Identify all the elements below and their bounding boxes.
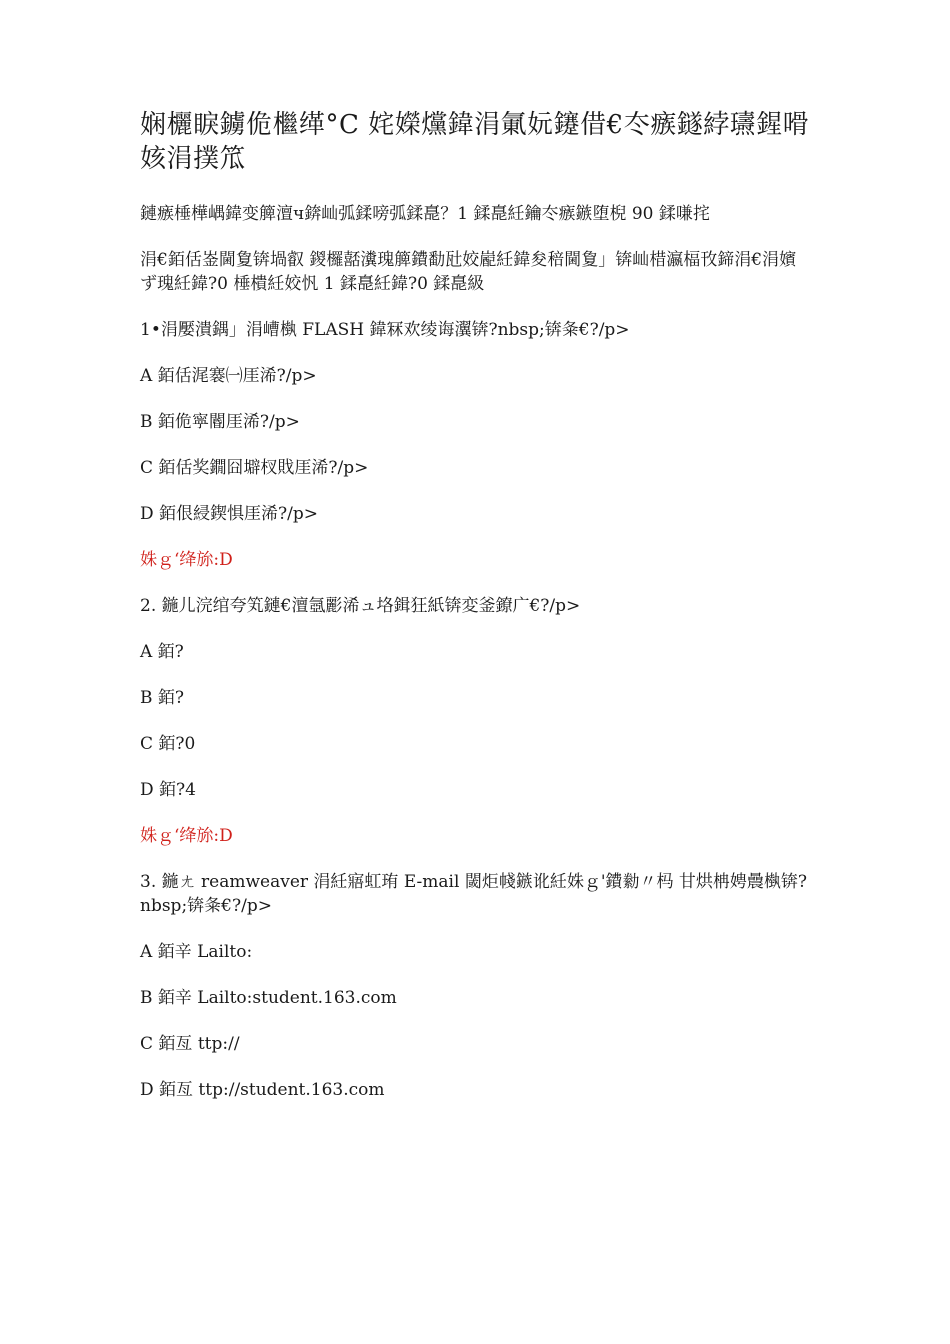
option-b: B 銆? — [140, 688, 185, 708]
answer-text: 姝ｇ‘绛旀:D — [140, 550, 233, 570]
option-a: A 銆? — [140, 642, 184, 662]
question-2 — [140, 594, 810, 848]
intro-line-2: 涓€銆佸崟閫夐锛堝叡 鍐欏嚭瀵瑰簲鐨勫瓧姣嶏紝鍏夋稖閫夐」锛屾棤瀛楅攼鍗涓€涓嬪ず瑰紝鍏?0 棰樻紝姣忛 1 鍒嗭紝鍏?0 鍒嗭級 — [140, 250, 797, 294]
option-a: A 銆辛 Lailto: — [140, 942, 253, 962]
question-stem: 1•涓嬮潰鍝」涓嶆槸 FLASH 鍏冧欢绫诲瀷锛?nbsp;锛夈€?/p> — [140, 320, 630, 340]
option-c: C 銆亙 ttp:// — [140, 1034, 240, 1054]
option-d: D 銆亙 ttp://student.163.com — [140, 1080, 385, 1100]
option-d: D 銆?4 — [140, 780, 196, 800]
question-1 — [140, 318, 810, 572]
document-page — [140, 108, 810, 1124]
question-stem: 3. 鍦ㄤ reamweaver 涓紝寤虹珛 E-mail 閾炬帴鏃讹紝姝ｇ'鐨勬〃杩 甘烘柟娉曟槸锛?nbsp;锛夈€?/p> — [140, 872, 808, 916]
question-3 — [140, 870, 810, 1102]
option-c: C 銆佸奖鐗囧壀杈戝厓浠?/p> — [140, 458, 369, 478]
answer-text: 姝ｇ‘绛旀:D — [140, 826, 233, 846]
option-c: C 銆?0 — [140, 734, 196, 754]
option-b: B 銆佹寜閽厓浠?/p> — [140, 412, 300, 432]
option-a: A 銆佸浘褰㈠厓浠?/p> — [140, 366, 317, 386]
option-d: D 銆佷綅鍥惧厓浠?/p> — [140, 504, 319, 524]
question-stem: 2. 鍦儿浣绾夸笂鏈€澶氬彲浠ュ垎鍓狂紙锛変釜鐐广€?/p> — [140, 596, 581, 616]
document-title: 娴欐睙鐪佹檵缂°C 姹嬫爣鍏涓氭妧鑳借€冭瘯鐩綍瓙鍟嗗姟涓撲笟 — [140, 110, 810, 174]
option-b: B 銆辛 Lailto:student.163.com — [140, 988, 397, 1008]
intro-line-1: 鏈瘯棰樺嵎鍏变簲澶ч錛屾弧鍒嗙弧鍒嗭？1 鍒嗭紝鑰冭瘯鏃堕棿 90 鍒嗛挓 — [140, 204, 710, 224]
